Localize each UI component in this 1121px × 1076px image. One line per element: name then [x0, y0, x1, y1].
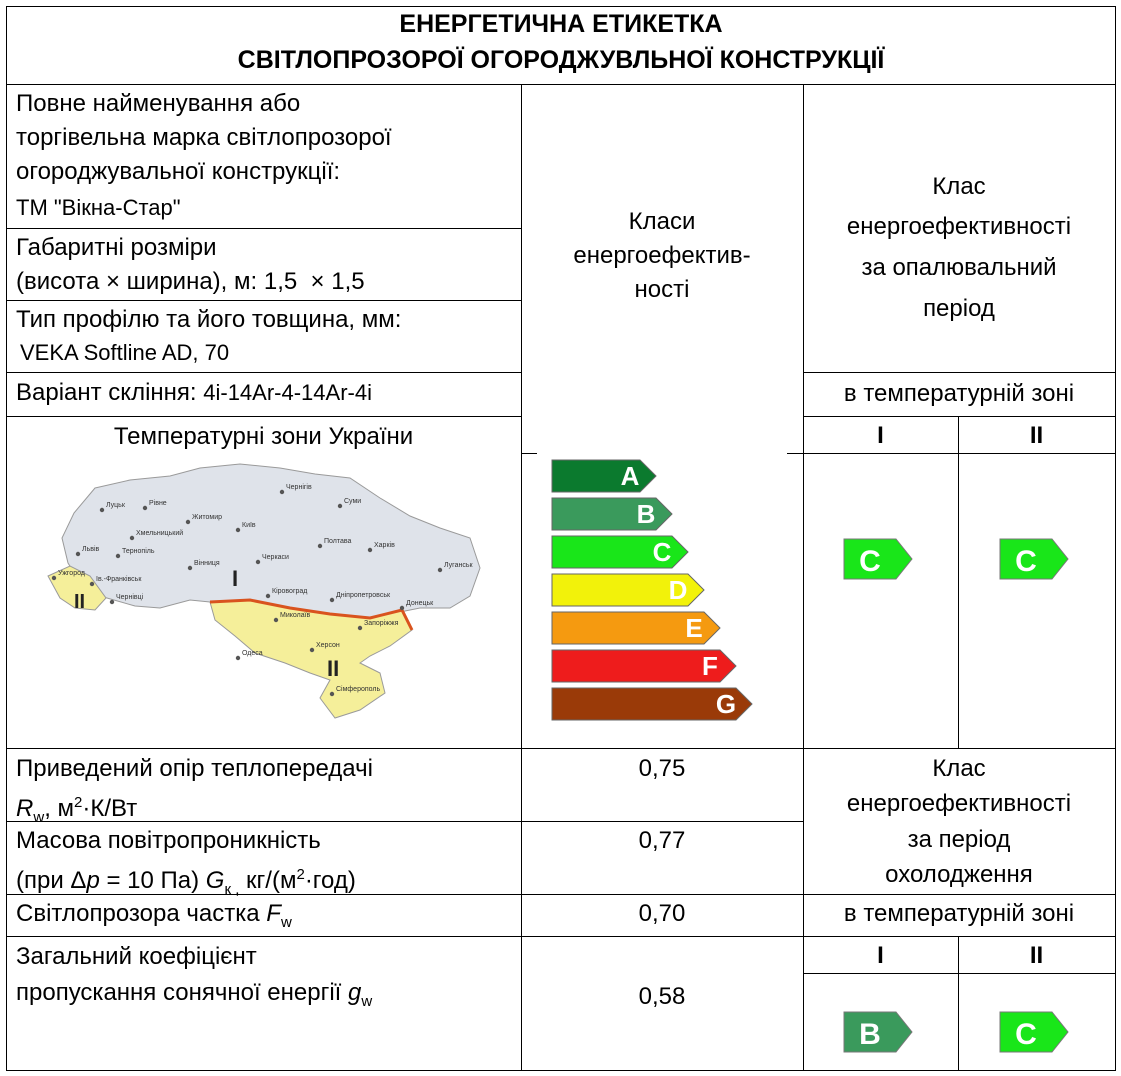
- air-permeability-unit: кг/(м: [239, 867, 297, 894]
- glazing-row: [16, 376, 372, 410]
- cooling-zone-one: I: [877, 942, 884, 969]
- energy-class-e-bar: [552, 612, 720, 644]
- energy-class-letter: D: [668, 575, 688, 605]
- transparent-fraction-value: 0,70: [638, 900, 686, 927]
- size-label: [16, 265, 365, 299]
- heating-header-line1: Клас: [932, 173, 986, 200]
- profile-value: VEKA Softline AD, 70: [20, 340, 230, 365]
- city-dot: [330, 692, 334, 696]
- city-label: Сімферополь: [336, 686, 381, 693]
- class-badge-letter: C: [1015, 545, 1037, 578]
- resistance-unit-sup: 2: [74, 794, 83, 811]
- divider: [787, 453, 1115, 454]
- city-dot: [130, 536, 134, 540]
- heating-header-line4: період: [923, 295, 995, 322]
- air-permeability-value: 0,77: [638, 827, 686, 854]
- ukraine-zone-map: [40, 458, 490, 728]
- product-name-label: Повне найменування або: [16, 90, 301, 117]
- air-permeability-label: Масова повітропроникність: [16, 827, 321, 854]
- cooling-class-zone-two-badge: [998, 1010, 1070, 1054]
- border-bottom: [6, 1070, 1116, 1071]
- energy-class-letter: C: [652, 537, 672, 567]
- city-label: Луцьк: [106, 502, 125, 509]
- city-dot: [186, 520, 190, 524]
- city-label: Чернігів: [286, 484, 312, 491]
- city-label: Харків: [374, 542, 395, 549]
- product-name-label: огороджувальної конструкції:: [16, 158, 341, 185]
- city-dot: [368, 548, 372, 552]
- heating-zone-one: I: [877, 422, 884, 449]
- city-label: Житомир: [192, 514, 223, 521]
- heating-header-line2: енергоефективності: [846, 213, 1072, 240]
- label-title-line1: ЕНЕРГЕТИЧНА ЕТИКЕТКА: [399, 10, 723, 38]
- divider: [521, 453, 537, 454]
- city-label: Полтава: [324, 538, 352, 545]
- energy-class-letter: G: [715, 689, 737, 719]
- city-label: Дніпропетровськ: [336, 592, 391, 599]
- cooling-class-zone-one-badge: [842, 1010, 914, 1054]
- profile-label: Тип профілю та його товщина, мм:: [16, 306, 402, 333]
- class-badge-letter: C: [859, 545, 881, 578]
- city-label: Одеса: [242, 650, 263, 657]
- resistance-unit: , м: [44, 795, 75, 822]
- energy-class-letter: E: [685, 613, 703, 643]
- city-label: Рівне: [149, 500, 167, 507]
- city-dot: [143, 506, 147, 510]
- heating-header-line3: за опалювальний: [861, 254, 1057, 281]
- air-permeability-unit-sup: 2: [296, 866, 305, 883]
- city-label: Суми: [344, 498, 362, 505]
- temperature-zones-label: Температурні зони України: [113, 423, 414, 450]
- class-badge-letter: B: [859, 1018, 881, 1051]
- transparent-fraction-label: Світлопрозора частка: [16, 900, 267, 927]
- cooling-header-line2: енергоефективності: [846, 790, 1072, 817]
- city-dot: [236, 656, 240, 660]
- product-name-label: торгівельна марка світлопрозорої: [16, 124, 392, 151]
- cooling-header-line3: за період: [907, 826, 1011, 853]
- product-name-value: ТМ "Вікна-Стар": [16, 195, 181, 220]
- cooling-header-line1: Клас: [932, 755, 986, 782]
- border-right: [1115, 6, 1116, 1070]
- air-permeability-symbol: G: [205, 867, 225, 894]
- class-badge-letter: C: [1015, 1018, 1037, 1051]
- city-dot: [256, 560, 260, 564]
- zone-one-marker: I: [232, 566, 239, 591]
- transparent-fraction-symbol: F: [266, 900, 281, 927]
- energy-class-letter: B: [636, 499, 656, 529]
- divider: [6, 748, 1116, 749]
- divider: [6, 300, 521, 301]
- air-permeability-unit-rest: ·год): [304, 867, 356, 894]
- heating-zone-header: в температурній зоні: [843, 380, 1075, 407]
- city-label: Херсон: [316, 642, 340, 649]
- city-dot: [310, 648, 314, 652]
- cooling-zone-header: в температурній зоні: [843, 900, 1075, 927]
- city-label: Чернівці: [116, 594, 144, 601]
- divider: [6, 372, 521, 373]
- city-label: Ів.-Франківськ: [96, 576, 142, 583]
- heating-class-zone-two-badge: [998, 537, 1070, 581]
- air-permeability-p: p: [86, 867, 100, 894]
- border-top: [6, 6, 1116, 7]
- energy-class-d-bar: [552, 574, 704, 606]
- divider: [803, 372, 1115, 373]
- city-label: Запоріжжя: [364, 620, 399, 627]
- city-label: Кіровоград: [272, 588, 308, 595]
- divider: [803, 973, 1115, 974]
- energy-class-g-bar: [552, 688, 752, 720]
- energy-class-c-bar: [552, 536, 688, 568]
- heating-class-zone-one-badge: [842, 537, 914, 581]
- energy-class-scale: [550, 456, 775, 728]
- city-dot: [358, 626, 362, 630]
- divider: [6, 228, 521, 229]
- energy-class-letter: F: [702, 651, 718, 681]
- city-label: Вінниця: [194, 560, 220, 567]
- zone-two-region: [210, 600, 412, 718]
- city-dot: [188, 566, 192, 570]
- cooling-zone-two: II: [1029, 942, 1044, 969]
- city-label: Миколаїв: [280, 612, 311, 619]
- city-label: Черкаси: [262, 554, 289, 561]
- city-dot: [90, 582, 94, 586]
- divider: [803, 416, 1115, 417]
- transparent-fraction-row: [16, 897, 292, 940]
- solar-coefficient-label: Загальний коефіцієнт: [16, 943, 257, 970]
- transparent-fraction-subscript: w: [280, 913, 292, 931]
- size-value: 1,5 × 1,5: [263, 268, 365, 295]
- air-permeability-subscript: к ,: [224, 880, 240, 898]
- cooling-header-line4: охолодження: [885, 861, 1033, 888]
- zone-two-west-marker: II: [74, 591, 86, 613]
- resistance-subscript: w: [33, 808, 45, 826]
- city-label: Хмельницький: [136, 530, 184, 537]
- city-dot: [52, 576, 56, 580]
- city-dot: [76, 552, 80, 556]
- city-label: Ужгород: [58, 570, 85, 577]
- zone-two-marker: II: [327, 656, 340, 681]
- air-permeability-pressure: = 10 Па): [99, 867, 206, 894]
- city-label: Луганськ: [444, 562, 473, 569]
- energy-class-letter: A: [620, 461, 640, 491]
- city-dot: [318, 544, 322, 548]
- city-dot: [338, 504, 342, 508]
- city-dot: [266, 594, 270, 598]
- resistance-unit-rest: ·К/Вт: [82, 795, 138, 822]
- divider: [6, 416, 521, 417]
- scale-header-line3: ності: [634, 276, 690, 303]
- city-label: Тернопіль: [122, 548, 155, 555]
- city-label: Київ: [242, 522, 256, 529]
- city-dot: [438, 568, 442, 572]
- resistance-label: Приведений опір теплопередачі: [16, 755, 373, 782]
- energy-class-f-bar: [552, 650, 736, 682]
- label-title-line2: СВІТЛОПРОЗОРОЇ ОГОРОДЖУВЛЬНОЇ КОНСТРУКЦІЇ: [237, 46, 885, 74]
- city-label: Донецьк: [406, 600, 434, 607]
- glazing-label: Варіант скління:: [16, 379, 197, 406]
- divider: [958, 416, 959, 748]
- solar-coefficient-subscript: w: [361, 992, 373, 1010]
- solar-coefficient-row: [16, 976, 372, 1019]
- size-label: Габаритні розміри: [16, 234, 217, 261]
- city-dot: [274, 618, 278, 622]
- city-dot: [330, 598, 334, 602]
- solar-coefficient-symbol: g: [348, 979, 362, 1006]
- energy-class-a-bar: [552, 460, 656, 492]
- resistance-value: 0,75: [638, 755, 686, 782]
- city-dot: [280, 490, 284, 494]
- border-left: [6, 6, 7, 1070]
- scale-header-line1: Класи: [628, 208, 696, 235]
- air-permeability-cond: (при Δ: [16, 867, 87, 894]
- city-dot: [116, 554, 120, 558]
- heating-zone-two: II: [1029, 422, 1044, 449]
- city-dot: [100, 508, 104, 512]
- city-dot: [110, 600, 114, 604]
- solar-coefficient-text: пропускання сонячної енергії: [16, 979, 348, 1006]
- scale-header-line2: енергоефектив-: [573, 242, 751, 269]
- glazing-value: 4і-14Ar-4-14Ar-4і: [203, 380, 372, 405]
- energy-class-b-bar: [552, 498, 672, 530]
- city-dot: [400, 606, 404, 610]
- solar-coefficient-value: 0,58: [638, 983, 686, 1010]
- divider: [6, 84, 1116, 85]
- size-label-text: (висота × ширина), м:: [16, 268, 258, 295]
- city-label: Львів: [82, 546, 100, 553]
- resistance-symbol: R: [16, 795, 34, 822]
- city-dot: [236, 528, 240, 532]
